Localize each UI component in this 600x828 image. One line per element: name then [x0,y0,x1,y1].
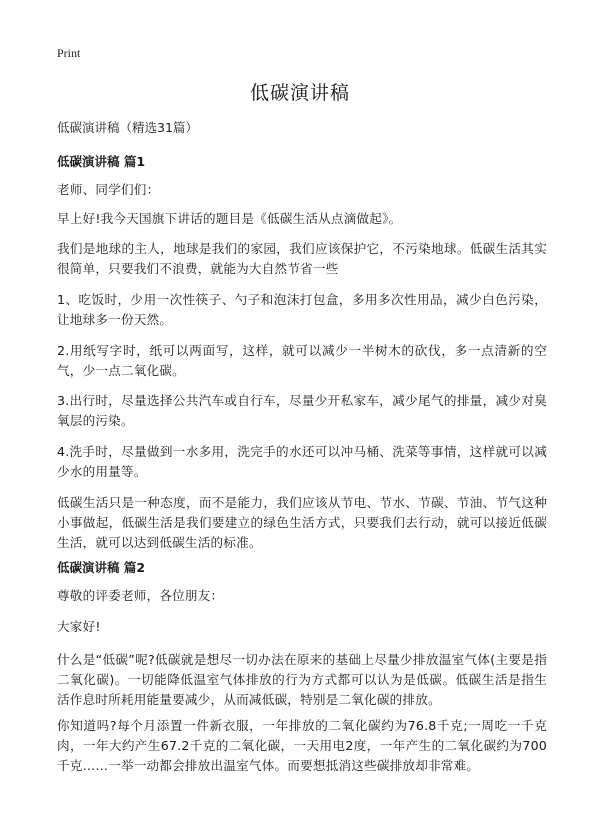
document-title: 低碳演讲稿 [249,82,350,104]
print-link[interactable]: Print [57,46,81,60]
paragraph: 2.用纸写字时，纸可以两面写，这样，就可以减少一半树木的砍伐，多一点清新的空气，少一点二氧化碳。 [57,343,547,378]
section-heading-2: 低碳演讲稿 篇2 [57,560,146,575]
paragraph: 早上好!我今天国旗下讲话的题目是《低碳生活从点滴做起》。 [57,211,402,226]
paragraph: 我们是地球的主人，地球是我们的家园，我们应该保护它，不污染地球。低碳生活其实很简单，只要我们不浪费，就能为大自然节省一些 [57,241,547,276]
section-heading-1: 低碳演讲稿 篇1 [57,154,146,169]
document-subtitle: 低碳演讲稿（精选31篇） [57,120,198,135]
paragraph: 3.出行时，尽量选择公共汽车或自行车，尽量少开私家车，减少尾气的排量，减少对臭氧层的污染。 [57,393,547,428]
paragraph: 什么是“低碳”呢?低碳就是想尽一切办法在原来的基础上尽量少排放温室气体(主要是指二氧化碳)。一切能降低温室气体排放的行为方式都可以认为是低碳。低碳生活是指生活作息时所耗用能量要减少，从而减低碳，特别是二氧化碳的排放。 [57,652,547,707]
paragraph: 1、吃饭时，少用一次性筷子、勺子和泡沫打包盒，多用多次性用品，减少白色污染，让地球多一份天然。 [57,292,547,327]
paragraph: 低碳生活只是一种态度，而不是能力，我们应该从节电、节水、节碳、节油、节气这种小事做起，低碳生活是我们要建立的绿色生活方式，只要我们去行动，就可以接近低碳生活，就可以达到低碳生活的标准。 [57,495,547,550]
paragraph: 大家好! [57,619,101,634]
paragraph: 老师、同学们们： [57,182,160,197]
paragraph: 4.洗手时，尽量做到一水多用，洗完手的水还可以冲马桶、洗菜等事情，这样就可以减少水的用量等。 [57,444,547,479]
paragraph: 你知道吗?每个月添置一件新衣服，一年排放的二氧化碳约为76.8千克;一周吃一千克肉，一年大约产生67.2千克的二氧化碳，一天用电2度，一年产生的二氧化碳约为700千克……一举一动都会排放出温室气体。而要想抵消这些碳排放却非常难。 [57,718,547,773]
paragraph: 尊敬的评委老师，各位朋友： [57,588,224,603]
